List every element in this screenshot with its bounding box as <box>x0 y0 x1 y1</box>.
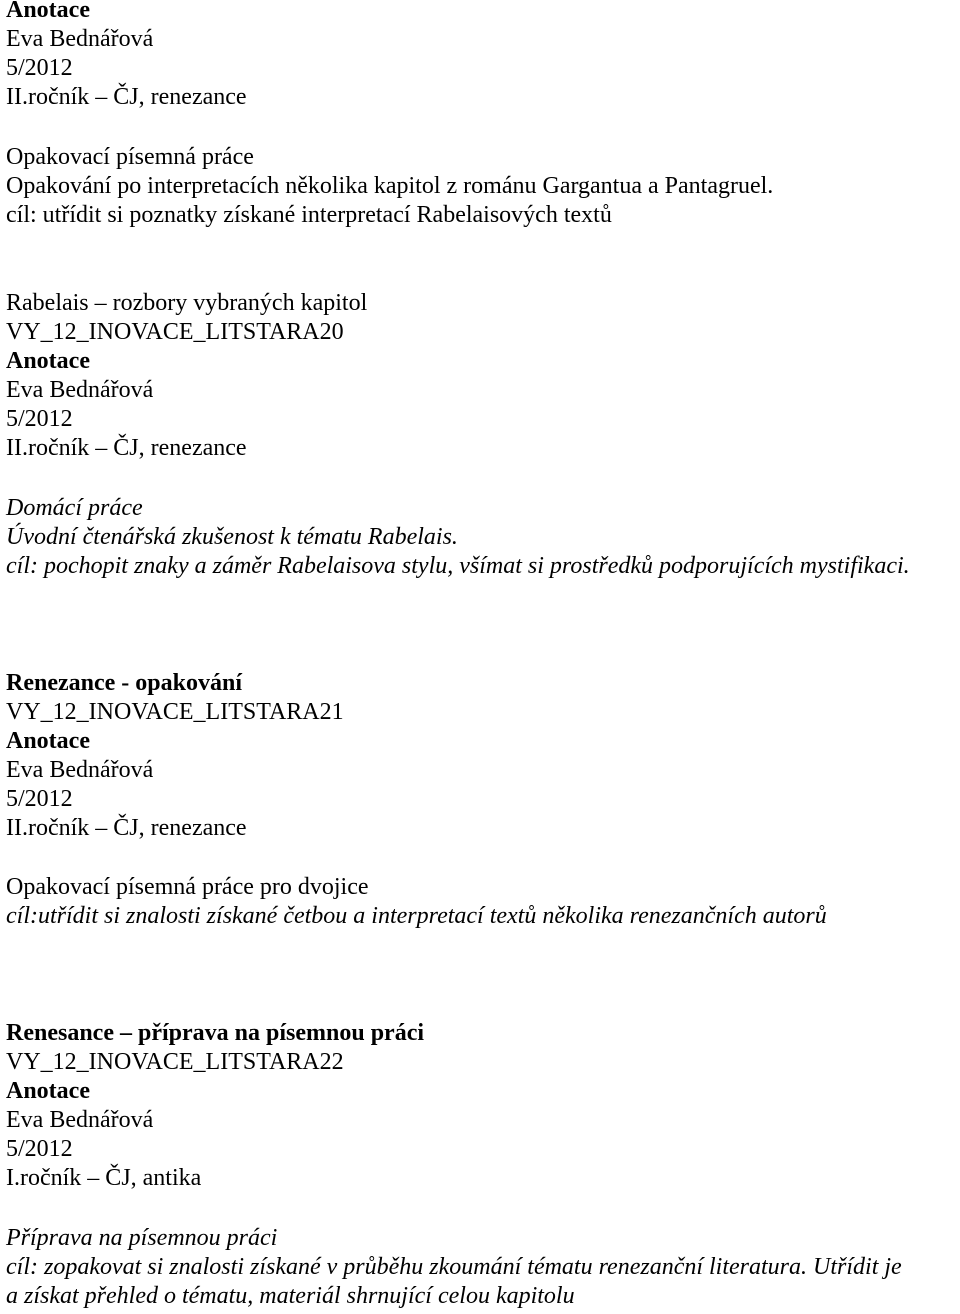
intro-author: Eva Bednářová <box>6 26 154 52</box>
section-21-heading: Anotace <box>6 728 90 754</box>
section-20-description: Úvodní čtenářská zkušenost k tématu Rabelais. <box>6 524 458 550</box>
section-21-author: Eva Bednářová <box>6 757 154 783</box>
section-22-task-type: Příprava na písemnou práci <box>6 1225 278 1251</box>
intro-task-type: Opakovací písemná práce <box>6 144 254 170</box>
section-20-heading: Anotace <box>6 348 90 374</box>
section-21-code: VY_12_INOVACE_LITSTARA21 <box>6 699 344 725</box>
section-21-date: 5/2012 <box>6 786 73 812</box>
section-22-grade: I.ročník – ČJ, antika <box>6 1165 202 1191</box>
section-20-title: Rabelais – rozbory vybraných kapitol <box>6 290 368 316</box>
intro-date: 5/2012 <box>6 55 73 81</box>
section-20-date: 5/2012 <box>6 406 73 432</box>
section-22-date: 5/2012 <box>6 1136 73 1162</box>
section-22-heading: Anotace <box>6 1078 90 1104</box>
section-20-goal: cíl: pochopit znaky a záměr Rabelaisova stylu, všímat si prostředků podporujících mystifikaci. <box>6 553 910 579</box>
section-21-grade: II.ročník – ČJ, renezance <box>6 815 247 841</box>
section-21-goal: cíl:utřídit si znalosti získané četbou a interpretací textů několika renezančních autorů <box>6 903 827 929</box>
section-20-author: Eva Bednářová <box>6 377 154 403</box>
section-20-task-type: Domácí práce <box>6 495 143 521</box>
intro-description: Opakování po interpretacích několika kapitol z románu Gargantua a Pantagruel. <box>6 173 774 199</box>
section-22-goal-line2: a získat přehled o tématu, materiál shrnující celou kapitolu <box>6 1283 575 1309</box>
intro-heading: Anotace <box>6 0 90 23</box>
section-22-code: VY_12_INOVACE_LITSTARA22 <box>6 1049 344 1075</box>
section-21-task-type: Opakovací písemná práce pro dvojice <box>6 874 369 900</box>
intro-goal: cíl: utřídit si poznatky získané interpretací Rabelaisových textů <box>6 202 612 228</box>
section-22-goal-line1: cíl: zopakovat si znalosti získané v průběhu zkoumání tématu renezanční literatura. Utřídit je <box>6 1254 902 1280</box>
section-20-grade: II.ročník – ČJ, renezance <box>6 435 247 461</box>
intro-grade: II.ročník – ČJ, renezance <box>6 84 247 110</box>
section-22-author: Eva Bednářová <box>6 1107 154 1133</box>
section-20-code: VY_12_INOVACE_LITSTARA20 <box>6 319 344 345</box>
section-21-title: Renezance - opakování <box>6 670 242 696</box>
section-22-title: Renesance – příprava na písemnou práci <box>6 1020 425 1046</box>
